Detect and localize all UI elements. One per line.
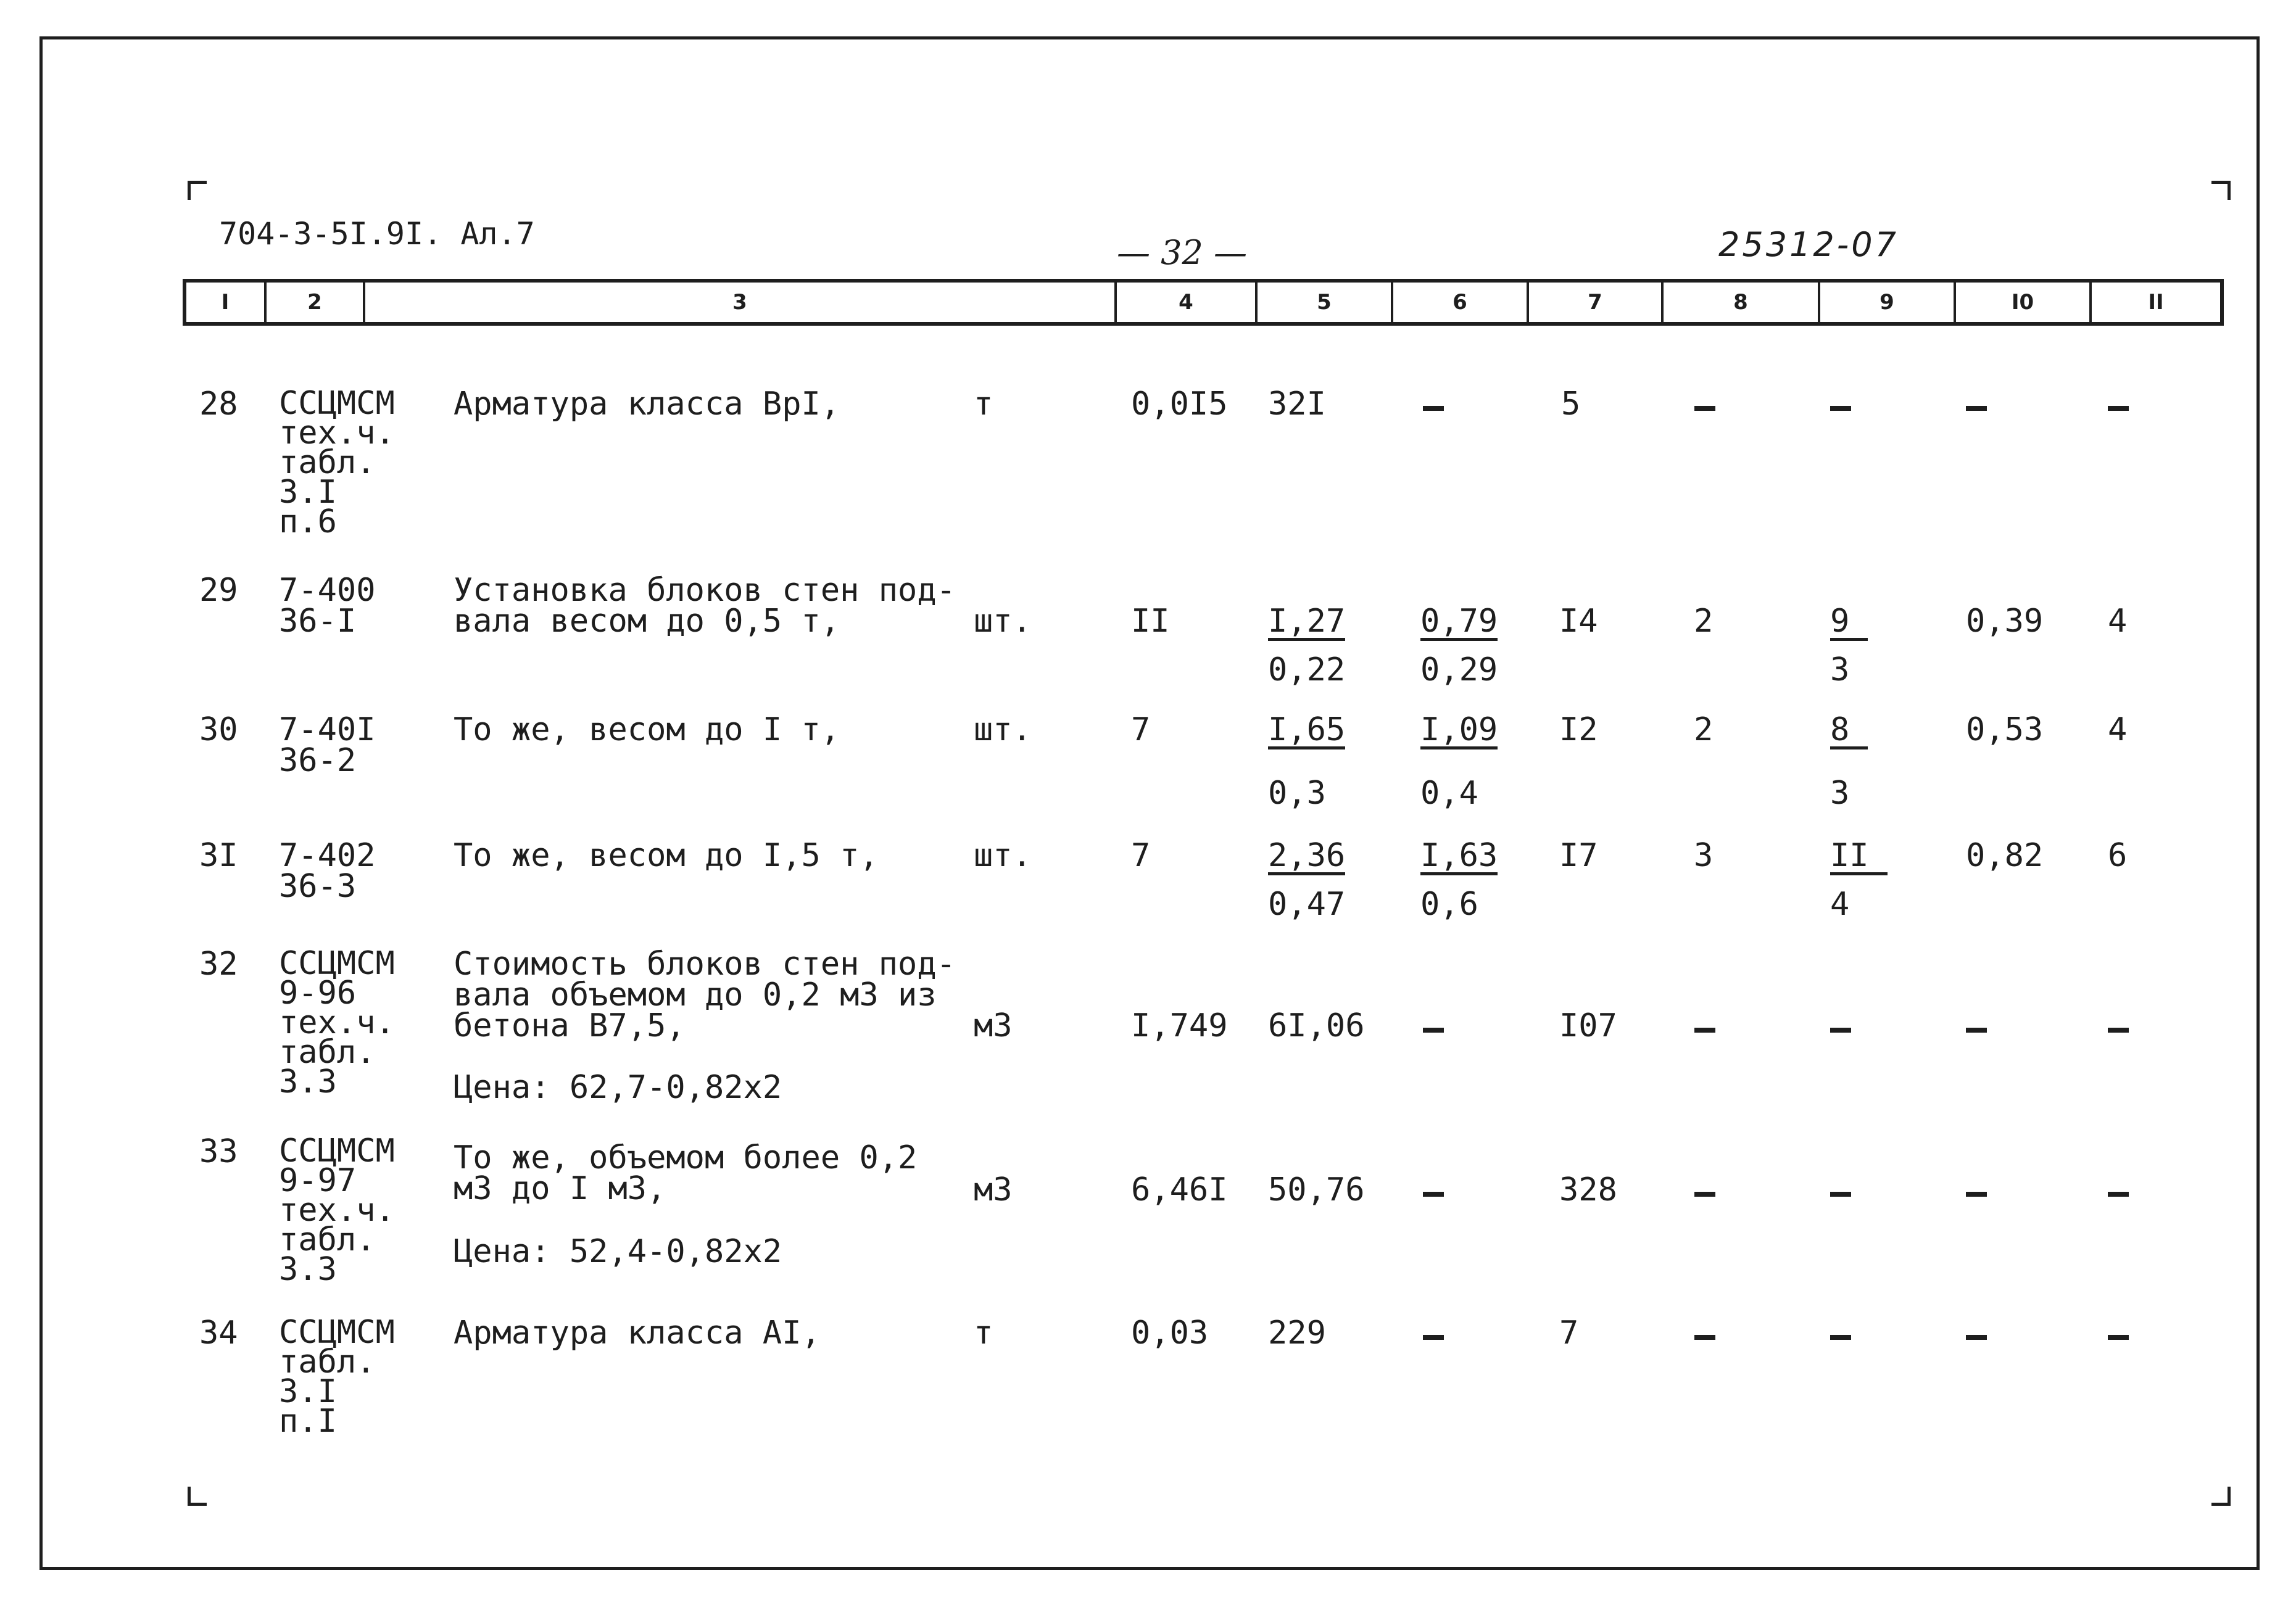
value-col-5: 32I xyxy=(1268,386,1326,423)
value-col-5: 50,76 xyxy=(1268,1171,1365,1208)
value-col-11: 6 xyxy=(2108,837,2128,874)
corner-mark-top-right xyxy=(2211,181,2231,200)
row-number: 3I xyxy=(199,837,238,874)
work-description: То же, объемом более 0,2 м3 до I м3, xyxy=(454,1139,918,1207)
column-header-2: 2 xyxy=(267,283,365,322)
row-number: 34 xyxy=(199,1315,238,1352)
norm-code: ССЦМСМ тех.ч. табл. 3.I п.6 xyxy=(279,385,395,540)
column-header-11: II xyxy=(2148,290,2164,315)
quantity: 7 xyxy=(1131,837,1151,874)
column-header-9: 9 xyxy=(1820,283,1956,322)
column-header-5: 5 xyxy=(1258,283,1393,322)
value-col-9: 9 3 xyxy=(1830,606,1868,685)
norm-code: ССЦМСМ 9-96 тех.ч. табл. 3.3 xyxy=(279,945,395,1100)
corner-mark-top-left xyxy=(188,181,207,200)
column-header-4: 4 xyxy=(1117,283,1258,322)
column-header-3: 3 xyxy=(365,283,1117,322)
value-col-6: 0,79 0,29 xyxy=(1420,603,1498,688)
value-col-7: I7 xyxy=(1559,837,1598,874)
quantity: I,749 xyxy=(1131,1007,1228,1044)
value-col-11: 4 xyxy=(2108,711,2128,748)
work-description: То же, весом до I т, xyxy=(454,711,840,748)
value-col-8 xyxy=(1694,1192,1715,1197)
unit: м3 xyxy=(974,1007,1013,1044)
row-number: 28 xyxy=(199,386,238,423)
row-number: 33 xyxy=(199,1133,238,1170)
unit: т xyxy=(974,1315,993,1352)
value-col-8 xyxy=(1694,1028,1715,1033)
column-header-row xyxy=(183,279,2224,326)
price-note: Цена: 62,7-0,82х2 xyxy=(454,1069,782,1106)
price-note: Цена: 52,4-0,82х2 xyxy=(454,1233,782,1270)
work-description: Установка блоков стен под- вала весом до 0,5 т, xyxy=(454,572,956,640)
value-col-7: I07 xyxy=(1559,1007,1617,1044)
sheet-code: 25312-07 xyxy=(1718,225,1899,264)
column-header-7: 7 xyxy=(1529,283,1664,322)
value-col-5: I,65 0,3 xyxy=(1268,711,1346,812)
quantity: 0,03 xyxy=(1131,1315,1209,1352)
norm-code: 7-400 36-I xyxy=(279,572,376,640)
value-col-9 xyxy=(1830,1028,1851,1033)
value-col-11: 4 xyxy=(2108,603,2128,640)
quantity: II xyxy=(1131,603,1170,640)
value-col-5: 6I,06 xyxy=(1268,1007,1365,1044)
unit: т xyxy=(974,386,993,423)
corner-mark-bottom-left xyxy=(188,1487,207,1506)
quantity: 7 xyxy=(1131,711,1151,748)
value-col-10 xyxy=(1966,406,1987,411)
value-col-11 xyxy=(2108,1335,2129,1340)
column-header-6: 6 xyxy=(1393,283,1529,322)
norm-code: 7-402 36-3 xyxy=(279,837,376,905)
row-number: 29 xyxy=(199,572,238,609)
document-code: 704-3-5I.9I. Ал.7 xyxy=(219,216,535,252)
work-description: Арматура класса ВрI, xyxy=(454,386,840,423)
value-col-6 xyxy=(1423,1335,1444,1340)
column-header-8: 8 xyxy=(1664,283,1820,322)
value-col-10 xyxy=(1966,1335,1987,1340)
unit: м3 xyxy=(974,1171,1013,1208)
row-number: 32 xyxy=(199,946,238,983)
column-header-1: I xyxy=(186,283,267,322)
value-col-5: 229 xyxy=(1268,1315,1326,1352)
value-col-9 xyxy=(1830,1192,1851,1197)
unit: шт. xyxy=(974,603,1032,640)
value-col-6 xyxy=(1423,406,1444,411)
value-col-7: I2 xyxy=(1559,711,1598,748)
value-col-9: II 4 xyxy=(1830,840,1888,920)
value-col-7: 7 xyxy=(1559,1315,1579,1352)
value-col-7: I4 xyxy=(1559,603,1598,640)
column-header-10: I0 xyxy=(1956,283,2092,322)
value-col-8: 3 xyxy=(1694,837,1714,874)
value-col-9: 8 3 xyxy=(1830,714,1868,809)
value-col-7: 328 xyxy=(1559,1171,1617,1208)
value-col-11 xyxy=(2108,1028,2129,1033)
page-number: — 32 — xyxy=(1117,233,1248,272)
value-col-8: 2 xyxy=(1694,603,1714,640)
unit: шт. xyxy=(974,711,1032,748)
value-col-6: I,09 0,4 xyxy=(1420,711,1498,812)
value-col-7: 5 xyxy=(1561,386,1581,423)
value-col-10 xyxy=(1966,1192,1987,1197)
value-col-5: 2,36 0,47 xyxy=(1268,837,1346,923)
value-col-10: 0,39 xyxy=(1966,603,2044,640)
row-number: 30 xyxy=(199,711,238,748)
value-col-8 xyxy=(1694,1335,1715,1340)
value-col-8 xyxy=(1694,406,1715,411)
value-col-11 xyxy=(2108,1192,2129,1197)
work-description: Арматура класса АI, xyxy=(454,1315,821,1352)
corner-mark-bottom-right xyxy=(2211,1487,2231,1506)
norm-code: 7-40I 36-2 xyxy=(279,711,376,779)
value-col-9 xyxy=(1830,1335,1851,1340)
work-description: То же, весом до I,5 т, xyxy=(454,837,879,874)
unit: шт. xyxy=(974,837,1032,874)
value-col-9 xyxy=(1830,406,1851,411)
quantity: 6,46I xyxy=(1131,1171,1228,1208)
value-col-8: 2 xyxy=(1694,711,1714,748)
value-col-10 xyxy=(1966,1028,1987,1033)
value-col-10: 0,53 xyxy=(1966,711,2044,748)
norm-code: ССЦМСМ 9-97 тех.ч. табл. 3.3 xyxy=(279,1133,395,1288)
value-col-6 xyxy=(1423,1192,1444,1197)
value-col-6 xyxy=(1423,1028,1444,1033)
quantity: 0,0I5 xyxy=(1131,386,1228,423)
value-col-6: I,63 0,6 xyxy=(1420,837,1498,923)
work-description: Стоимость блоков стен под- вала объемом до 0,2 м3 из бетона В7,5, xyxy=(454,946,956,1044)
norm-code: ССЦМСМ табл. 3.I п.I xyxy=(279,1314,395,1440)
value-col-5: I,27 0,22 xyxy=(1268,603,1346,688)
value-col-11 xyxy=(2108,406,2129,411)
value-col-10: 0,82 xyxy=(1966,837,2044,874)
